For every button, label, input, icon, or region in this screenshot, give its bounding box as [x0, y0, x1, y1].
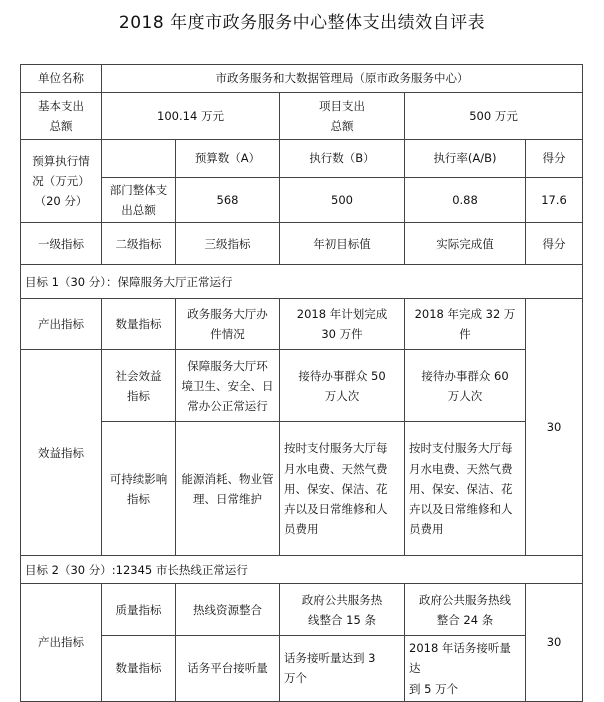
goal1-output-sub: 数量指标	[102, 299, 176, 350]
budget-value: 568	[176, 178, 280, 223]
budget-col-exec: 执行数（B）	[280, 140, 405, 178]
goal1-output-item: 政务服务大厅办 件情况	[176, 299, 280, 350]
header-target: 年初目标值	[280, 223, 405, 265]
header-actual: 实际完成值	[405, 223, 526, 265]
unit-value: 市政务服务和大数据管理局（原市政务服务中心）	[102, 65, 583, 93]
goal2-quantity-actual: 2018 年话务接听量达 到 5 万个	[405, 636, 526, 701]
budget-col-rate: 执行率(A/B)	[405, 140, 526, 178]
evaluation-table	[20, 64, 583, 702]
goal2-quality-target: 政府公共服务热 线整合 15 条	[280, 584, 405, 636]
header-score: 得分	[526, 223, 583, 265]
goal1-sustain-item: 能源消耗、物业管 理、日常维护	[176, 422, 280, 556]
project-expense-label: 项目支出 总额	[280, 93, 405, 140]
goal2-quantity-item: 话务平台接听量	[176, 636, 280, 701]
budget-label: 预算执行情 况（万元） （20 分）	[21, 140, 102, 223]
budget-blank-cell	[102, 140, 176, 178]
goal1-output-row	[21, 299, 583, 350]
budget-value-row	[21, 178, 583, 223]
goal1-title: 目标 1（30 分）：保障服务大厅正常运行	[21, 265, 583, 299]
header-level1: 一级指标	[21, 223, 102, 265]
basic-expense-value: 100.14 万元	[102, 93, 280, 140]
unit-label: 单位名称	[21, 65, 102, 93]
exec-value: 500	[280, 178, 405, 223]
goal1-social-row	[21, 350, 583, 422]
goal1-social-actual: 接待办事群众 60 万人次	[405, 350, 526, 422]
goal2-quality-actual: 政府公共服务热线 整合 24 条	[405, 584, 526, 636]
expense-row	[21, 93, 583, 140]
goal2-quality-item: 热线资源整合	[176, 584, 280, 636]
goal1-output-actual: 2018 年完成 32 万 件	[405, 299, 526, 350]
goal2-title: 目标 2（30 分）:12345 市长热线正常运行	[21, 556, 583, 584]
page-title: 2018 年度市政务服务中心整体支出绩效自评表	[118, 13, 486, 33]
goal1-social-item: 保障服务大厅环 境卫生、安全、日 常办公正常运行	[176, 350, 280, 422]
goal2-output-label: 产出指标	[21, 584, 102, 701]
score-value: 17.6	[526, 178, 583, 223]
goal1-sustain-row	[21, 422, 583, 556]
budget-col-score: 得分	[526, 140, 583, 178]
budget-row-label: 部门整体支 出总额	[102, 178, 176, 223]
goal1-sustain-sub: 可持续影响 指标	[102, 422, 176, 556]
header-level2: 二级指标	[102, 223, 176, 265]
unit-row	[21, 65, 583, 93]
goal1-title-row	[21, 265, 583, 299]
goal1-output-label: 产出指标	[21, 299, 102, 350]
goal2-quantity-sub: 数量指标	[102, 636, 176, 701]
goal2-score: 30	[526, 584, 583, 701]
goal1-social-target: 接待办事群众 50 万人次	[280, 350, 405, 422]
goal2-quality-row	[21, 584, 583, 636]
goal2-quantity-target: 话务接听量达到 3 万个	[280, 636, 405, 701]
indicator-header-row	[21, 223, 583, 265]
goal2-title-row	[21, 556, 583, 584]
budget-col-budget: 预算数（A）	[176, 140, 280, 178]
goal1-sustain-actual: 按时支付服务大厅每 月水电费、天然气费 用、保安、保洁、花 卉以及日常维修和人 员费用	[405, 422, 526, 556]
goal1-output-target: 2018 年计划完成 30 万件	[280, 299, 405, 350]
rate-value: 0.88	[405, 178, 526, 223]
basic-expense-label: 基本支出 总额	[21, 93, 102, 140]
goal1-score: 30	[526, 299, 583, 556]
goal1-social-sub: 社会效益 指标	[102, 350, 176, 422]
header-level3: 三级指标	[176, 223, 280, 265]
goal1-sustain-target: 按时支付服务大厅每 月水电费、天然气费 用、保安、保洁、花 卉以及日常维修和人 员费用	[280, 422, 405, 556]
budget-header-row	[21, 140, 583, 178]
goal2-quantity-row	[21, 636, 583, 701]
project-expense-value: 500 万元	[405, 93, 583, 140]
goal1-effect-label: 效益指标	[21, 350, 102, 556]
goal2-quality-sub: 质量指标	[102, 584, 176, 636]
